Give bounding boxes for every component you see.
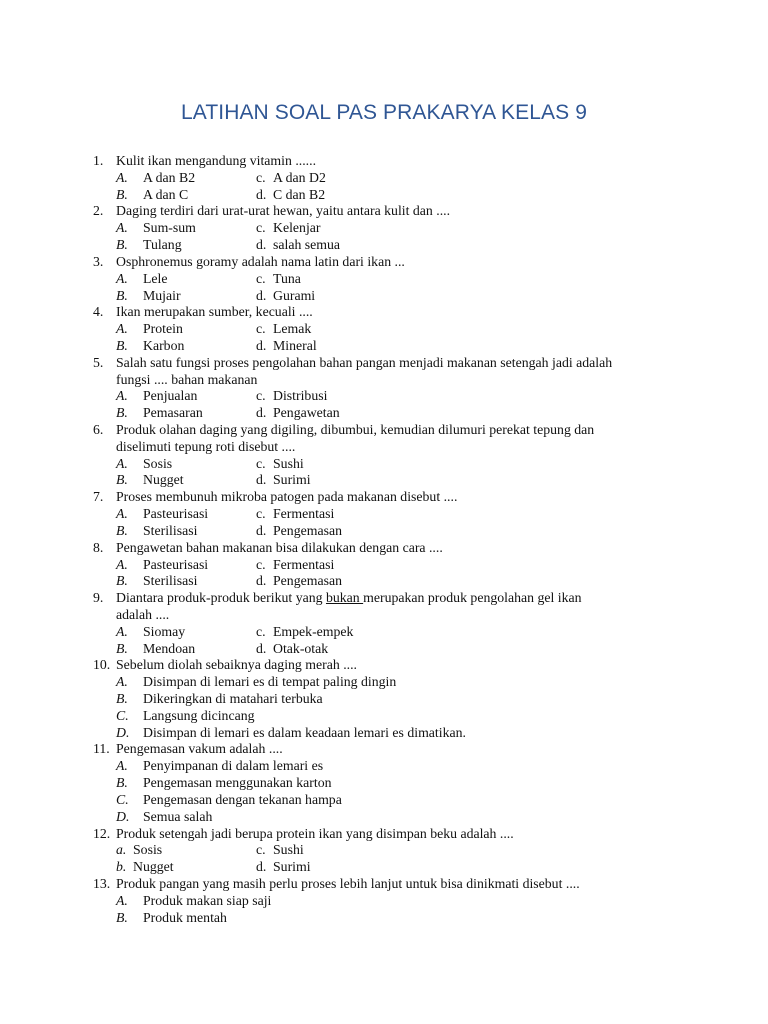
option-right — [256, 557, 334, 574]
option-left — [116, 237, 256, 254]
option-letter: A. — [116, 270, 128, 286]
option-right — [256, 288, 315, 305]
option-letter: A. — [116, 674, 128, 690]
option-right — [256, 456, 304, 473]
option-letter: A. — [116, 892, 128, 908]
option-letter: B. — [116, 573, 128, 589]
option-row — [93, 472, 733, 489]
question-number: 13. — [93, 875, 111, 891]
option-right — [256, 641, 328, 658]
option-letter: A. — [116, 321, 128, 337]
option-text: Disimpan di lemari es dalam keadaan lemari es dimatikan. — [143, 724, 466, 740]
option-letter: d. — [256, 405, 267, 421]
option-left — [116, 523, 256, 540]
option-row — [93, 624, 733, 641]
question-number: 8. — [93, 539, 104, 555]
option-text: Pengemasan menggunakan karton — [143, 775, 332, 791]
option-row — [93, 170, 733, 187]
option-text: Nugget — [133, 859, 174, 875]
option-left — [116, 456, 256, 473]
option-letter: A. — [116, 388, 128, 404]
question-10 — [93, 657, 733, 674]
option-letter: A. — [116, 556, 128, 572]
option-row — [93, 708, 733, 725]
option-text: Pengemasan — [273, 573, 342, 589]
option-text: Pengemasan dengan tekanan hampa — [143, 791, 342, 807]
option-right — [256, 321, 311, 338]
option-left — [116, 557, 256, 574]
option-left — [116, 288, 256, 305]
option-text: Sum-sum — [143, 220, 196, 236]
question-text: Pengawetan bahan makanan bisa dilakukan dengan cara .... — [116, 539, 443, 555]
option-row — [93, 506, 733, 523]
option-letter: c. — [256, 321, 266, 337]
option-right — [256, 573, 342, 590]
option-row — [93, 388, 733, 405]
question-text: Salah satu fungsi proses pengolahan bahan pangan menjadi makanan setengah jadi adalah — [116, 354, 613, 370]
question-number: 11. — [93, 741, 110, 757]
option-letter: B. — [116, 405, 128, 421]
question-number: 9. — [93, 590, 104, 606]
question-text: Osphronemus goramy adalah nama latin dari ikan ... — [116, 253, 405, 269]
option-text: Kelenjar — [273, 220, 321, 236]
option-letter: B. — [116, 337, 128, 353]
option-letter: c. — [256, 270, 266, 286]
option-letter: d. — [256, 237, 267, 253]
option-row — [93, 792, 733, 809]
option-letter: c. — [256, 506, 266, 522]
option-text: Langsung dicincang — [143, 707, 255, 723]
question-text-continued: diselimuti tepung roti disebut .... — [116, 438, 296, 454]
question-12 — [93, 826, 733, 843]
option-text: A dan B2 — [143, 169, 196, 185]
question-number: 4. — [93, 304, 104, 320]
question-1 — [93, 153, 733, 170]
question-number: 1. — [93, 153, 104, 168]
option-letter: c. — [256, 842, 266, 858]
option-row — [93, 523, 733, 540]
option-row — [93, 557, 733, 574]
option-row — [93, 809, 733, 826]
option-left — [116, 405, 256, 422]
option-letter: A. — [116, 623, 128, 639]
option-text: Mendoan — [143, 640, 196, 656]
option-letter: d. — [256, 859, 267, 875]
option-text: Tuna — [273, 270, 301, 286]
option-text: Otak-otak — [273, 640, 329, 656]
option-letter: B. — [116, 237, 128, 253]
question-text: Daging terdiri dari urat-urat hewan, yaitu antara kulit dan .... — [116, 203, 451, 219]
option-text: Semua salah — [143, 808, 213, 824]
option-text: Distribusi — [273, 388, 328, 404]
question-text-continued: adalah .... — [116, 606, 170, 622]
option-row — [93, 674, 733, 691]
option-text: Surimi — [273, 472, 311, 488]
question-text: Produk setengah jadi berupa protein ikan yang disimpan beku adalah .... — [116, 825, 514, 841]
option-letter: A. — [116, 169, 128, 185]
option-letter: B. — [116, 775, 128, 791]
option-text: A dan C — [143, 186, 189, 202]
option-right — [256, 506, 334, 523]
option-text: C dan B2 — [273, 186, 326, 202]
option-left — [116, 170, 256, 187]
option-row — [93, 910, 733, 927]
option-right — [256, 472, 311, 489]
option-text: Fermentasi — [273, 556, 335, 572]
option-row — [93, 758, 733, 775]
option-text: Empek-empek — [273, 623, 354, 639]
option-left — [116, 338, 256, 355]
option-row — [93, 271, 733, 288]
option-text: Sushi — [273, 455, 304, 471]
question-text: Diantara produk-produk berikut yang bukan merupakan produk pengolahan gel ikan — [116, 590, 582, 606]
question-2 — [93, 203, 733, 220]
option-left — [116, 321, 256, 338]
option-text: Mineral — [273, 337, 317, 353]
question-text: Kulit ikan mengandung vitamin ...... — [116, 153, 317, 168]
option-row — [93, 220, 733, 237]
option-text: Lemak — [273, 321, 312, 337]
option-left — [116, 641, 256, 658]
option-letter: c. — [256, 455, 266, 471]
option-left — [116, 506, 256, 523]
option-letter: B. — [116, 691, 128, 706]
option-right — [256, 170, 326, 187]
question-text: Pengemasan vakum adalah .... — [116, 741, 283, 757]
option-right — [256, 388, 327, 405]
option-right — [256, 271, 301, 288]
option-text: Pasteurisasi — [143, 506, 209, 522]
option-text: Dikeringkan di matahari terbuka — [143, 691, 323, 706]
option-letter: c. — [256, 623, 266, 639]
option-text: Surimi — [273, 859, 311, 875]
option-left — [116, 842, 256, 859]
question-text: Produk pangan yang masih perlu proses lebih lanjut untuk bisa dinikmati disebut .... — [116, 875, 580, 891]
question-list — [93, 153, 733, 926]
option-left — [116, 187, 256, 204]
question-7 — [93, 489, 733, 506]
option-text: Gurami — [273, 287, 316, 303]
option-text: salah semua — [273, 237, 341, 253]
option-letter: B. — [116, 909, 128, 925]
question-number: 12. — [93, 825, 111, 841]
question-6 — [93, 422, 733, 439]
option-letter: d. — [256, 186, 267, 202]
option-row — [93, 237, 733, 254]
option-letter: c. — [256, 388, 266, 404]
option-text: Sosis — [143, 455, 173, 471]
option-text: Produk makan siap saji — [143, 892, 272, 908]
option-letter: c. — [256, 556, 266, 572]
option-letter: D. — [116, 724, 130, 740]
option-row — [93, 573, 733, 590]
option-text: Pemasaran — [143, 405, 203, 421]
question-number: 2. — [93, 203, 104, 219]
option-letter: B. — [116, 640, 128, 656]
option-row — [93, 288, 733, 305]
option-right — [256, 523, 342, 540]
question-4 — [93, 304, 733, 321]
option-row — [93, 725, 733, 742]
option-letter: C. — [116, 791, 129, 807]
question-text-continued: fungsi .... bahan makanan — [116, 371, 258, 387]
option-left — [116, 859, 256, 876]
option-letter: d. — [256, 640, 267, 656]
option-text: Protein — [143, 321, 183, 337]
option-left — [116, 271, 256, 288]
option-text: Karbon — [143, 337, 185, 353]
option-text: Pengemasan — [273, 522, 342, 538]
option-letter: A. — [116, 455, 128, 471]
option-left — [116, 624, 256, 641]
option-left — [116, 388, 256, 405]
question-number: 6. — [93, 422, 104, 437]
option-letter: B. — [116, 287, 128, 303]
option-right — [256, 187, 325, 204]
option-text: Nugget — [143, 472, 184, 488]
option-text: Sterilisasi — [143, 573, 198, 589]
option-text: Fermentasi — [273, 506, 335, 522]
option-right — [256, 338, 317, 355]
question-11 — [93, 741, 733, 758]
question-text: Sebelum diolah sebaiknya daging merah .... — [116, 657, 358, 673]
option-row — [93, 641, 733, 658]
option-row — [93, 405, 733, 422]
option-right — [256, 220, 321, 237]
option-text: A dan D2 — [273, 169, 326, 185]
option-text: Sterilisasi — [143, 522, 198, 538]
option-right — [256, 842, 304, 859]
question-9 — [93, 590, 733, 607]
option-letter: A. — [116, 506, 128, 522]
question-number: 3. — [93, 253, 104, 269]
question-text: Proses membunuh mikroba patogen pada makanan disebut .... — [116, 489, 458, 505]
question-13 — [93, 876, 733, 893]
option-text: Penyimpanan di dalam lemari es — [143, 758, 324, 774]
option-text: Sosis — [133, 842, 163, 858]
option-row — [93, 691, 733, 708]
option-text: Pengawetan — [273, 405, 340, 421]
option-row — [93, 842, 733, 859]
option-right — [256, 405, 340, 422]
option-letter: B. — [116, 186, 128, 202]
option-text: Produk mentah — [143, 909, 227, 925]
option-row — [93, 775, 733, 792]
option-left — [116, 573, 256, 590]
question-text: Ikan merupakan sumber, kecuali .... — [116, 304, 313, 320]
question-5 — [93, 355, 733, 372]
option-row — [93, 338, 733, 355]
question-number: 7. — [93, 489, 104, 505]
option-text: Mujair — [143, 287, 181, 303]
option-text: Disimpan di lemari es di tempat paling dingin — [143, 674, 397, 690]
option-letter: A. — [116, 220, 128, 236]
option-letter: c. — [256, 169, 266, 185]
option-letter: D. — [116, 808, 130, 824]
page-title: LATIHAN SOAL PAS PRAKARYA KELAS 9 — [181, 101, 587, 124]
option-letter: d. — [256, 472, 267, 488]
underlined-word: bukan — [325, 590, 364, 606]
option-letter: c. — [256, 220, 266, 236]
option-text: Lele — [143, 270, 168, 286]
option-text: Sushi — [273, 842, 304, 858]
option-right — [256, 237, 340, 254]
option-letter: C. — [116, 707, 129, 723]
question-3 — [93, 254, 733, 271]
option-left — [116, 472, 256, 489]
option-text: Penjualan — [143, 388, 198, 404]
option-text: Pasteurisasi — [143, 556, 209, 572]
option-row — [93, 893, 733, 910]
option-letter: B. — [116, 472, 128, 488]
question-8 — [93, 540, 733, 557]
option-letter: d. — [256, 522, 267, 538]
option-letter: d. — [256, 287, 267, 303]
option-row — [93, 859, 733, 876]
option-right — [256, 859, 311, 876]
option-letter: d. — [256, 337, 267, 353]
option-row — [93, 456, 733, 473]
option-letter: B. — [116, 522, 128, 538]
option-left — [116, 220, 256, 237]
option-letter: b. — [116, 859, 127, 875]
question-text: Produk olahan daging yang digiling, dibumbui, kemudian dilumuri perekat tepung dan — [116, 422, 595, 437]
question-number: 5. — [93, 354, 104, 370]
option-text: Tulang — [143, 237, 182, 253]
option-letter: d. — [256, 573, 267, 589]
option-row — [93, 321, 733, 338]
option-letter: a. — [116, 842, 127, 858]
question-number: 10. — [93, 657, 111, 673]
option-text: Siomay — [143, 623, 186, 639]
option-row — [93, 187, 733, 204]
option-letter: A. — [116, 758, 128, 774]
option-right — [256, 624, 353, 641]
